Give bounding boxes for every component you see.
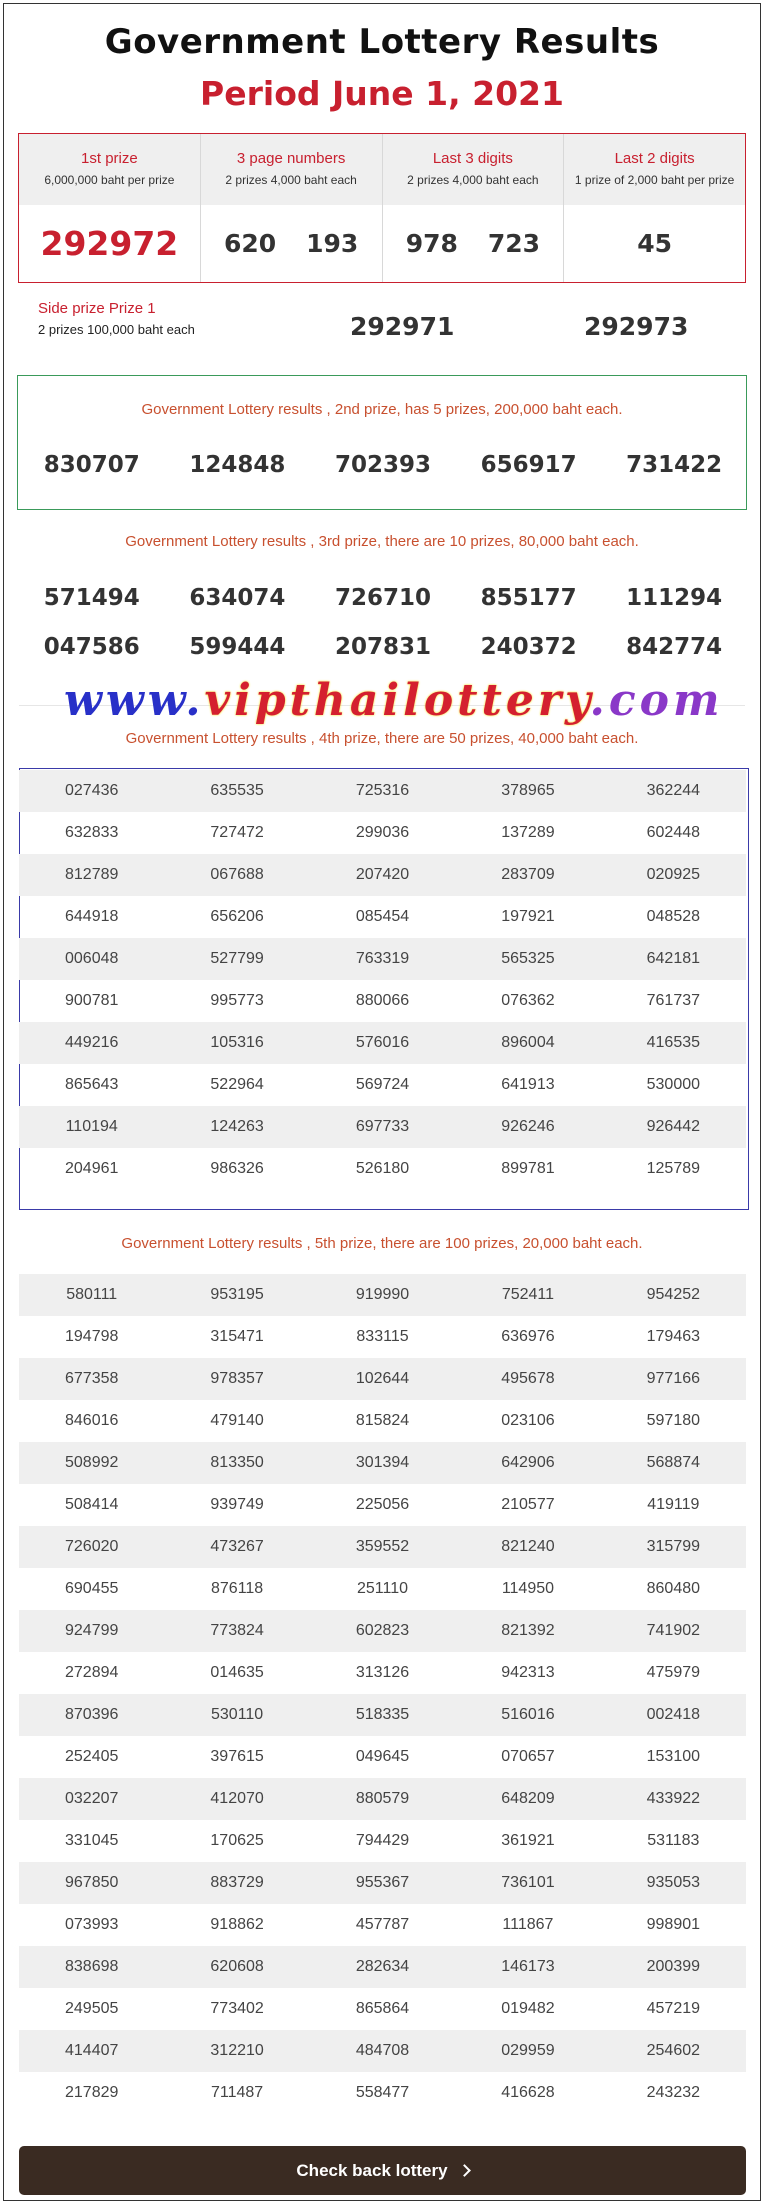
second-prize-caption: Government Lottery results , 2nd prize, has 5 prizes, 200,000 baht each. — [141, 401, 623, 418]
fifth-prize-number: 102644 — [355, 1370, 410, 1387]
fourth-prize-number: 067688 — [210, 866, 264, 883]
fifth-prize-number: 361921 — [501, 1832, 555, 1849]
watermark-com: .com — [589, 675, 724, 726]
fourth-prize-number: 986326 — [210, 1160, 264, 1177]
fifth-prize-number: 773824 — [210, 1622, 264, 1639]
fifth-prize-number: 860480 — [646, 1580, 701, 1597]
fifth-prize-row — [19, 1946, 746, 1988]
first-prize-number: 292972 — [40, 224, 179, 263]
second-prize-number: 731422 — [626, 452, 723, 478]
second-prize-number: 124848 — [189, 452, 286, 478]
fifth-prize-number: 282634 — [355, 1958, 410, 1975]
fifth-prize-number: 073993 — [65, 1916, 119, 1933]
fifth-prize-number: 978357 — [210, 1370, 264, 1387]
fourth-prize-table — [19, 770, 746, 1190]
watermark-www: www. — [64, 675, 205, 726]
fifth-prize-number: 194798 — [65, 1328, 119, 1345]
fifth-prize-number: 419119 — [647, 1496, 700, 1513]
fifth-prize-number: 412070 — [210, 1790, 264, 1807]
fifth-prize-number: 954252 — [646, 1286, 701, 1303]
fifth-prize-number: 518335 — [355, 1706, 410, 1723]
fifth-prize-row — [19, 1400, 746, 1442]
first-prize-label: 1st prize — [81, 150, 138, 167]
fifth-prize-row — [19, 1988, 746, 2030]
fourth-prize-number: 632833 — [65, 824, 119, 841]
fourth-prize-number: 105316 — [210, 1034, 264, 1051]
fifth-prize-number: 602823 — [355, 1622, 410, 1639]
fourth-prize-number: 110194 — [65, 1118, 118, 1135]
fourth-prize-number: 812789 — [65, 866, 119, 883]
fifth-prize-number: 918862 — [210, 1916, 264, 1933]
fifth-prize-number: 642906 — [501, 1454, 555, 1471]
fifth-prize-number: 942313 — [501, 1664, 555, 1681]
fourth-prize-number: 124263 — [210, 1118, 264, 1135]
fifth-prize-number: 998901 — [646, 1916, 701, 1933]
fifth-prize-number: 833115 — [356, 1328, 409, 1345]
check-back-lottery-button[interactable] — [19, 2146, 746, 2195]
fifth-prize-number: 414407 — [65, 2042, 119, 2059]
fifth-prize-number: 924799 — [65, 1622, 119, 1639]
fourth-prize-number: 641913 — [501, 1076, 555, 1093]
fourth-prize-row — [19, 1106, 746, 1148]
third-prize-number: 855177 — [480, 585, 577, 611]
fourth-prize-number: 527799 — [210, 950, 264, 967]
fifth-prize-number: 794429 — [355, 1832, 410, 1849]
fourth-prize-row — [19, 854, 746, 896]
fifth-prize-row — [19, 1652, 746, 1694]
fourth-prize-number: 697733 — [355, 1118, 410, 1135]
fourth-prize-row — [19, 770, 746, 812]
fifth-prize-number: 726020 — [65, 1538, 119, 1555]
fifth-prize-number: 953195 — [210, 1286, 264, 1303]
fifth-prize-row — [19, 1316, 746, 1358]
first3-sub: 2 prizes 4,000 baht each — [225, 173, 357, 187]
top-prizes-box — [18, 133, 746, 283]
last2-label: Last 2 digits — [614, 150, 695, 167]
fifth-prize-number: 217829 — [65, 2084, 119, 2101]
last3-number: 723 — [487, 229, 541, 258]
chevron-right-icon — [458, 2164, 471, 2177]
fifth-prize-number: 070657 — [501, 1748, 555, 1765]
first3-number: 620 — [223, 229, 277, 258]
fifth-prize-number: 272894 — [65, 1664, 119, 1681]
first3-header — [201, 134, 382, 205]
fourth-prize-number: 048528 — [646, 908, 701, 925]
last3-sub: 2 prizes 4,000 baht each — [407, 173, 539, 187]
fifth-prize-number: 977166 — [646, 1370, 701, 1387]
fifth-prize-number: 146173 — [501, 1958, 555, 1975]
fifth-prize-table — [19, 1274, 746, 2114]
watermark-logo — [64, 675, 724, 726]
fifth-prize-row — [19, 1736, 746, 1778]
fifth-prize-number: 741902 — [646, 1622, 701, 1639]
fifth-prize-number: 457219 — [646, 2000, 701, 2017]
second-prize-number: 830707 — [43, 452, 140, 478]
fifth-prize-row — [19, 1568, 746, 1610]
fourth-prize-number: 576016 — [355, 1034, 410, 1051]
fifth-prize-number: 473267 — [210, 1538, 264, 1555]
fifth-prize-row — [19, 1358, 746, 1400]
period-title: Period June 1, 2021 — [200, 74, 564, 113]
fourth-prize-number: 416535 — [646, 1034, 701, 1051]
fifth-prize-number: 111867 — [502, 1916, 554, 1933]
fifth-prize-number: 170625 — [210, 1832, 264, 1849]
fourth-prize-number: 197921 — [501, 908, 555, 925]
page-title: Government Lottery Results — [104, 22, 660, 62]
first-prize-header — [19, 134, 200, 205]
fourth-prize-number: 530000 — [646, 1076, 701, 1093]
fifth-prize-number: 416628 — [501, 2084, 555, 2101]
fifth-prize-number: 648209 — [501, 1790, 555, 1807]
fifth-prize-number: 690455 — [65, 1580, 119, 1597]
fourth-prize-caption: Government Lottery results , 4th prize, there are 50 prizes, 40,000 baht each. — [125, 730, 639, 747]
fourth-prize-row — [19, 812, 746, 854]
first3-label: 3 page numbers — [236, 150, 346, 167]
fourth-prize-number: 880066 — [355, 992, 410, 1009]
fifth-prize-number: 315471 — [210, 1328, 264, 1345]
fifth-prize-row — [19, 1274, 746, 1316]
fourth-prize-number: 763319 — [355, 950, 410, 967]
fifth-prize-number: 359552 — [355, 1538, 410, 1555]
fifth-prize-number: 815824 — [355, 1412, 410, 1429]
third-prize-number: 240372 — [480, 634, 577, 660]
fourth-prize-number: 283709 — [501, 866, 555, 883]
fourth-prize-number: 995773 — [210, 992, 264, 1009]
fourth-prize-number: 656206 — [210, 908, 264, 925]
fifth-prize-number: 880579 — [355, 1790, 410, 1807]
fifth-prize-number: 530110 — [211, 1706, 264, 1723]
fifth-prize-number: 249505 — [65, 2000, 119, 2017]
fifth-prize-caption: Government Lottery results , 5th prize, there are 100 prizes, 20,000 baht each. — [121, 1235, 643, 1252]
first3-numbers — [201, 205, 382, 282]
side-prize-label: Side prize Prize 1 — [38, 300, 156, 317]
fifth-prize-number: 531183 — [647, 1832, 700, 1849]
fourth-prize-number: 602448 — [646, 824, 701, 841]
fifth-prize-number: 397615 — [210, 1748, 264, 1765]
fifth-prize-number: 254602 — [646, 2042, 701, 2059]
fifth-prize-number: 301394 — [355, 1454, 410, 1471]
fifth-prize-number: 014635 — [210, 1664, 264, 1681]
fourth-prize-row — [19, 980, 746, 1022]
fifth-prize-row — [19, 1610, 746, 1652]
fifth-prize-number: 252405 — [65, 1748, 119, 1765]
fifth-prize-number: 508414 — [65, 1496, 119, 1513]
first-prize-column — [19, 134, 201, 282]
fifth-prize-number: 313126 — [355, 1664, 410, 1681]
fifth-prize-row — [19, 2030, 746, 2072]
fourth-prize-number: 085454 — [355, 908, 410, 925]
fifth-prize-number: 315799 — [646, 1538, 701, 1555]
fifth-prize-number: 919990 — [355, 1286, 410, 1303]
fourth-prize-number: 565325 — [501, 950, 555, 967]
third-prize-number: 207831 — [334, 634, 431, 660]
fourth-prize-number: 137289 — [501, 824, 555, 841]
side-prize-info — [38, 300, 195, 337]
third-prize-number: 842774 — [626, 634, 723, 660]
last3-numbers — [383, 205, 564, 282]
fourth-prize-number: 076362 — [501, 992, 555, 1009]
fifth-prize-number: 475979 — [646, 1664, 701, 1681]
fifth-prize-number: 331045 — [65, 1832, 119, 1849]
fifth-prize-number: 484708 — [355, 2042, 410, 2059]
fifth-prize-number: 821392 — [501, 1622, 555, 1639]
fourth-prize-number: 926442 — [646, 1118, 701, 1135]
fifth-prize-number: 049645 — [355, 1748, 410, 1765]
fifth-prize-number: 883729 — [210, 1874, 264, 1891]
fifth-prize-number: 114950 — [501, 1580, 555, 1597]
fourth-prize-number: 761737 — [646, 992, 701, 1009]
fourth-prize-number: 642181 — [646, 950, 701, 967]
last2-number: 45 — [637, 229, 673, 258]
fifth-prize-number: 433922 — [646, 1790, 701, 1807]
fifth-prize-number: 153100 — [646, 1748, 701, 1765]
third-prize-number: 571494 — [43, 585, 140, 611]
fifth-prize-row — [19, 1778, 746, 1820]
third-prize-number: 599444 — [189, 634, 286, 660]
fifth-prize-number: 516016 — [501, 1706, 555, 1723]
fourth-prize-number: 299036 — [355, 824, 410, 841]
fifth-prize-row — [19, 1904, 746, 1946]
last3-header — [383, 134, 564, 205]
fourth-prize-row — [19, 1148, 746, 1190]
last3-label: Last 3 digits — [432, 150, 513, 167]
third-prize-row — [19, 585, 747, 611]
fourth-prize-number: 644918 — [65, 908, 119, 925]
last2-sub: 1 prize of 2,000 baht per prize — [574, 173, 735, 187]
fifth-prize-number: 032207 — [65, 1790, 119, 1807]
watermark-name: vipthailottery — [204, 675, 590, 726]
fifth-prize-number: 773402 — [210, 2000, 264, 2017]
third-prize-caption: Government Lottery results , 3rd prize, there are 10 prizes, 80,000 baht each. — [125, 533, 639, 550]
fifth-prize-number: 023106 — [501, 1412, 555, 1429]
fourth-prize-row — [19, 1022, 746, 1064]
fifth-prize-number: 312210 — [210, 2042, 264, 2059]
fifth-prize-number: 935053 — [646, 1874, 701, 1891]
fifth-prize-number: 251110 — [357, 1580, 409, 1597]
side-prize-sub: 2 prizes 100,000 baht each — [38, 322, 195, 337]
last2-column — [564, 134, 745, 282]
first3-number: 193 — [306, 229, 359, 258]
fifth-prize-number: 558477 — [355, 2084, 410, 2101]
last3-number: 978 — [405, 229, 458, 258]
last2-numbers — [564, 205, 745, 282]
fifth-prize-number: 597180 — [646, 1412, 701, 1429]
fifth-prize-number: 967850 — [65, 1874, 119, 1891]
fifth-prize-number: 711487 — [211, 2084, 264, 2101]
fourth-prize-number: 899781 — [501, 1160, 555, 1177]
fifth-prize-row — [19, 2072, 746, 2114]
fifth-prize-row — [19, 1484, 746, 1526]
fourth-prize-number: 449216 — [65, 1034, 119, 1051]
fifth-prize-number: 243232 — [646, 2084, 701, 2101]
fourth-prize-number: 635535 — [210, 782, 264, 799]
fifth-prize-number: 955367 — [355, 1874, 410, 1891]
fourth-prize-number: 526180 — [355, 1160, 410, 1177]
fifth-prize-number: 002418 — [646, 1706, 701, 1723]
last2-header — [564, 134, 745, 205]
fourth-prize-number: 725316 — [355, 782, 410, 799]
fourth-prize-number: 020925 — [646, 866, 701, 883]
fourth-prize-row — [19, 896, 746, 938]
first-prize-numbers — [19, 205, 200, 282]
fourth-prize-number: 207420 — [355, 866, 410, 883]
fifth-prize-number: 179463 — [646, 1328, 701, 1345]
fifth-prize-number: 865864 — [355, 2000, 410, 2017]
fifth-prize-number: 029959 — [501, 2042, 555, 2059]
fifth-prize-number: 580111 — [66, 1286, 118, 1303]
fourth-prize-number: 125789 — [646, 1160, 701, 1177]
fifth-prize-number: 508992 — [65, 1454, 119, 1471]
third-prize-number: 634074 — [189, 585, 286, 611]
side-prize-number: 292973 — [584, 312, 689, 341]
fifth-prize-row — [19, 1862, 746, 1904]
fifth-prize-number: 876118 — [211, 1580, 264, 1597]
third-prize-row — [19, 634, 747, 660]
fifth-prize-number: 813350 — [210, 1454, 264, 1471]
fifth-prize-row — [19, 1526, 746, 1568]
fifth-prize-number: 495678 — [501, 1370, 555, 1387]
first-prize-sub: 6,000,000 baht per prize — [44, 173, 175, 187]
fourth-prize-number: 926246 — [501, 1118, 555, 1135]
fifth-prize-number: 620608 — [210, 1958, 264, 1975]
third-prize-number: 726710 — [334, 585, 431, 611]
fifth-prize-number: 568874 — [646, 1454, 701, 1471]
last3-column — [383, 134, 565, 282]
fifth-prize-row — [19, 1694, 746, 1736]
fourth-prize-number: 362244 — [646, 782, 701, 799]
fourth-prize-row — [19, 1064, 746, 1106]
fifth-prize-number: 210577 — [501, 1496, 555, 1513]
fourth-prize-number: 865643 — [65, 1076, 119, 1093]
fifth-prize-number: 225056 — [355, 1496, 410, 1513]
fifth-prize-number: 677358 — [65, 1370, 119, 1387]
side-prize-number: 292971 — [350, 312, 455, 341]
check-back-lottery-label: Check back lottery — [296, 2160, 448, 2180]
fifth-prize-number: 939749 — [210, 1496, 264, 1513]
fourth-prize-number: 027436 — [65, 782, 119, 799]
fifth-prize-number: 838698 — [65, 1958, 119, 1975]
fifth-prize-number: 200399 — [646, 1958, 701, 1975]
fifth-prize-number: 457787 — [355, 1916, 410, 1933]
fourth-prize-number: 204961 — [65, 1160, 119, 1177]
fourth-prize-number: 378965 — [501, 782, 555, 799]
fifth-prize-row — [19, 1442, 746, 1484]
fourth-prize-number: 727472 — [210, 824, 264, 841]
fourth-prize-number: 522964 — [210, 1076, 264, 1093]
fifth-prize-number: 821240 — [501, 1538, 555, 1555]
fifth-prize-number: 479140 — [210, 1412, 264, 1429]
fifth-prize-number: 636976 — [501, 1328, 555, 1345]
fourth-prize-number: 006048 — [65, 950, 119, 967]
fourth-prize-number: 900781 — [65, 992, 119, 1009]
fifth-prize-number: 846016 — [65, 1412, 119, 1429]
first3-column — [201, 134, 383, 282]
fourth-prize-row — [19, 938, 746, 980]
fifth-prize-number: 752411 — [501, 1286, 555, 1303]
second-prize-number: 656917 — [480, 452, 577, 478]
second-prize-number: 702393 — [334, 452, 431, 478]
fifth-prize-number: 870396 — [65, 1706, 119, 1723]
fifth-prize-row — [19, 1820, 746, 1862]
fourth-prize-number: 569724 — [355, 1076, 410, 1093]
fourth-prize-number: 896004 — [501, 1034, 555, 1051]
second-prize-row — [19, 452, 747, 478]
second-prize-box — [17, 375, 747, 510]
third-prize-number: 047586 — [43, 634, 140, 660]
fifth-prize-number: 736101 — [501, 1874, 555, 1891]
third-prize-number: 111294 — [626, 585, 723, 611]
fifth-prize-number: 019482 — [501, 2000, 555, 2017]
